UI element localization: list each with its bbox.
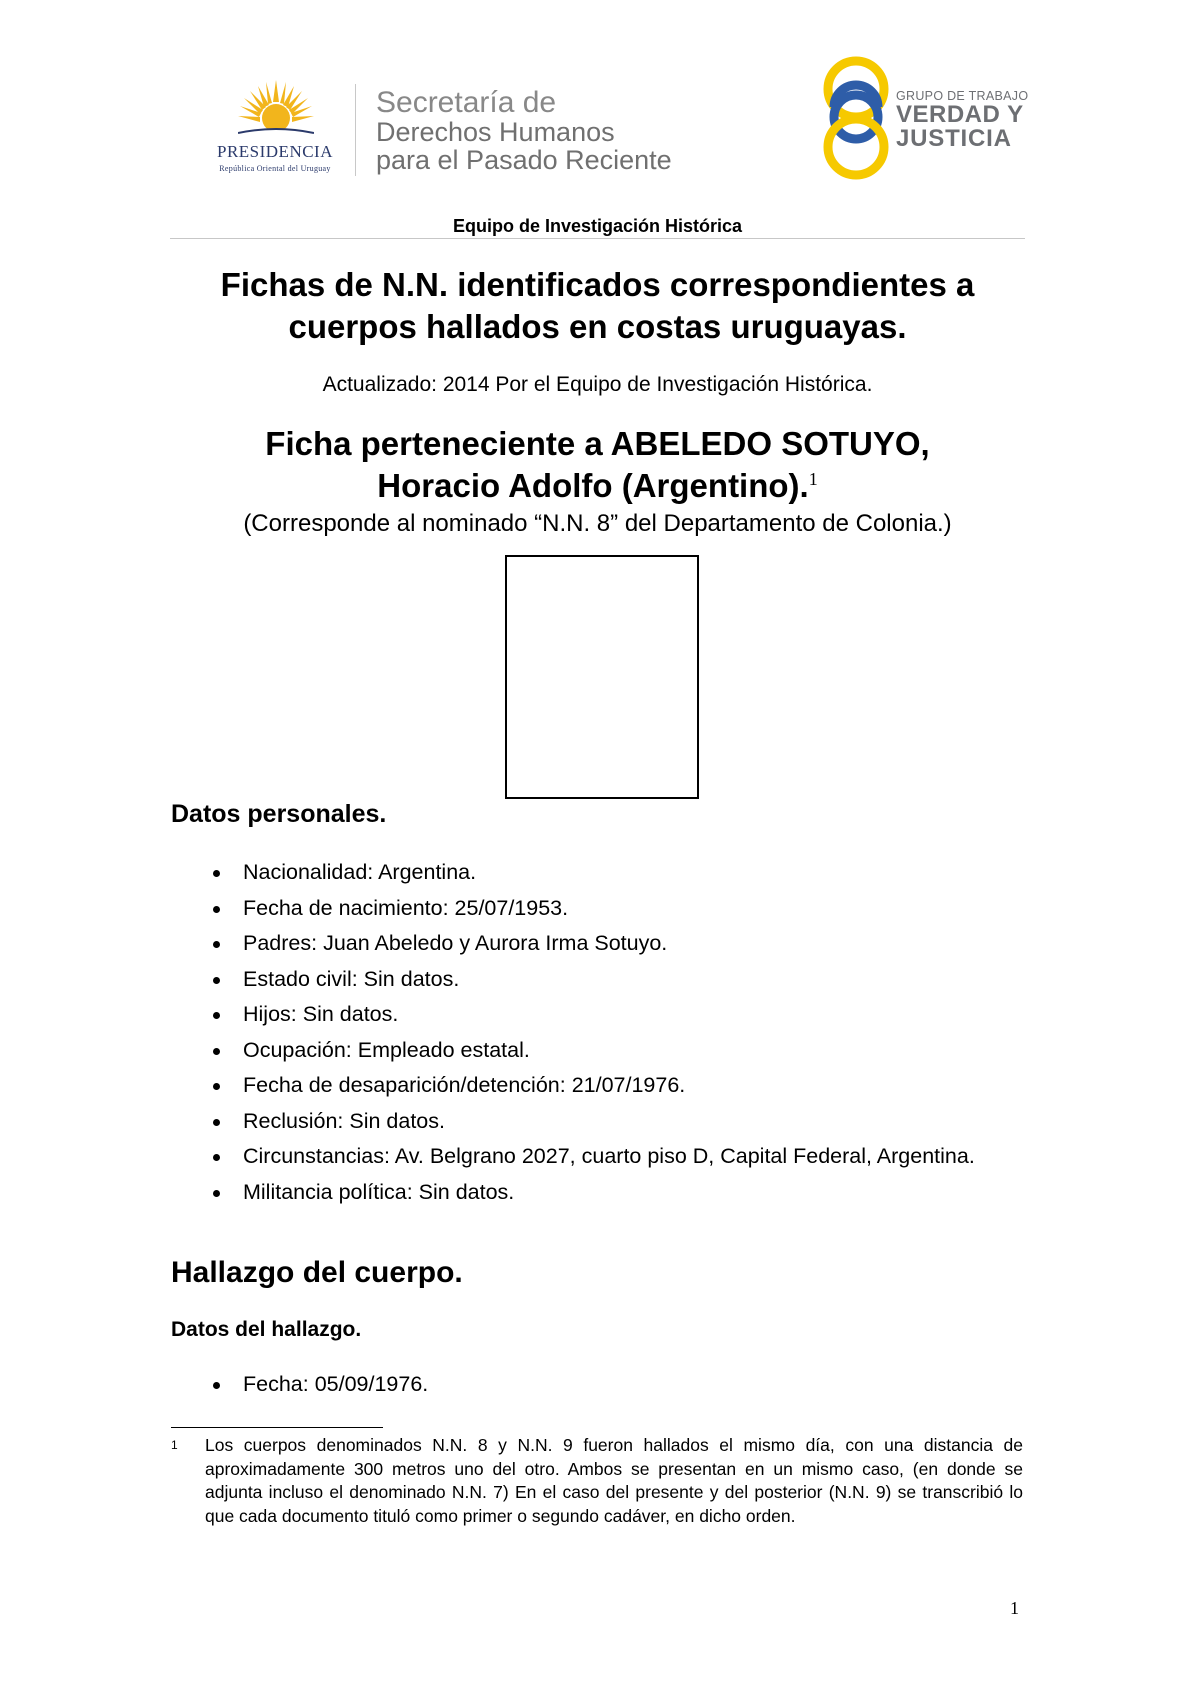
bullet-icon	[213, 1048, 220, 1055]
header-rule	[170, 238, 1025, 239]
secretaria-line2: Derechos Humanos	[376, 117, 615, 147]
footnote	[171, 1434, 1023, 1528]
interlocked-rings-icon	[820, 55, 892, 180]
datos-personales-heading: Datos personales.	[171, 800, 387, 828]
list-item: Circunstancias: Av. Belgrano 2027, cuarto piso D, Capital Federal, Argentina.	[171, 1142, 1023, 1171]
bullet-icon	[213, 1382, 220, 1389]
ficha-title-line1: Ficha perteneciente a ABELEDO SOTUYO,	[265, 425, 930, 462]
list-item: Padres: Juan Abeledo y Aurora Irma Sotuyo.	[171, 929, 1023, 958]
list-item: Fecha: 05/09/1976.	[171, 1370, 1023, 1399]
datos-hallazgo-subheading: Datos del hallazgo.	[171, 1318, 362, 1341]
bullet-icon	[213, 906, 220, 913]
presidencia-logo	[196, 78, 354, 178]
list-item: Nacionalidad: Argentina.	[171, 858, 1023, 887]
secretaria-line3: para el Pasado Reciente	[376, 145, 672, 175]
verdad-justicia-logo	[820, 55, 1030, 180]
bullet-icon	[213, 870, 220, 877]
logo-divider	[355, 84, 356, 176]
vyj-line2: VERDAD Y	[896, 101, 1024, 128]
page-title-line1: Fichas de N.N. identificados correspondientes a	[220, 266, 975, 303]
list-item: Hijos: Sin datos.	[171, 1000, 1023, 1029]
hallazgo-heading: Hallazgo del cuerpo.	[171, 1256, 463, 1289]
list-item: Estado civil: Sin datos.	[171, 965, 1023, 994]
list-item: Ocupación: Empleado estatal.	[171, 1036, 1023, 1065]
team-header: Equipo de Investigación Histórica	[452, 216, 743, 236]
footnote-text: Los cuerpos denominados N.N. 8 y N.N. 9 fueron hallados el mismo día, con una distancia de aproximadamente 300 metros uno del otro. Ambos se presentan en un mismo caso, (en donde se adjunta incluso el denominado N.N. 7) En el caso del presente y del posterior (N.N. 9) se transcribió lo que cada documento tituló como primer o segundo cadáver, en dicho orden.	[205, 1435, 1023, 1526]
list-item: Militancia política: Sin datos.	[171, 1178, 1023, 1207]
page-title	[150, 264, 1045, 348]
bullet-icon	[213, 1154, 220, 1161]
vyj-line1: GRUPO DE TRABAJO	[896, 89, 1029, 103]
bullet-icon	[213, 1083, 220, 1090]
ficha-title-line2: Horacio Adolfo (Argentino).	[377, 467, 809, 504]
footnote-rule	[171, 1427, 383, 1428]
sun-icon	[238, 78, 314, 142]
list-item: Fecha de nacimiento: 25/07/1953.	[171, 894, 1023, 923]
bullet-icon	[213, 1012, 220, 1019]
ficha-title	[150, 423, 1045, 507]
hallazgo-list	[171, 1370, 1023, 1406]
list-item: Reclusión: Sin datos.	[171, 1107, 1023, 1136]
page-title-line2: cuerpos hallados en costas uruguayas.	[288, 308, 907, 345]
photo-placeholder	[505, 555, 699, 799]
secretaria-line1: Secretaría de	[376, 86, 557, 119]
page-number: 1	[1010, 1598, 1019, 1618]
list-item: Fecha de desaparición/detención: 21/07/1976.	[171, 1071, 1023, 1100]
datos-personales-list	[171, 858, 1023, 1213]
bullet-icon	[213, 941, 220, 948]
bullet-icon	[213, 1119, 220, 1126]
updated-note: Actualizado: 2014 Por el Equipo de Investigación Histórica.	[322, 373, 873, 396]
footnote-ref[interactable]: 1	[808, 469, 818, 489]
footnote-number: 1	[171, 1438, 178, 1452]
bullet-icon	[213, 1190, 220, 1197]
presidencia-subtitle: República Oriental del Uruguay	[219, 164, 331, 173]
bullet-icon	[213, 977, 220, 984]
presidencia-name: PRESIDENCIA	[216, 142, 333, 161]
secretaria-logo	[376, 88, 672, 174]
corresponde-note: (Corresponde al nominado “N.N. 8” del Departamento de Colonia.)	[243, 510, 952, 537]
vyj-line3: JUSTICIA	[896, 125, 1012, 152]
